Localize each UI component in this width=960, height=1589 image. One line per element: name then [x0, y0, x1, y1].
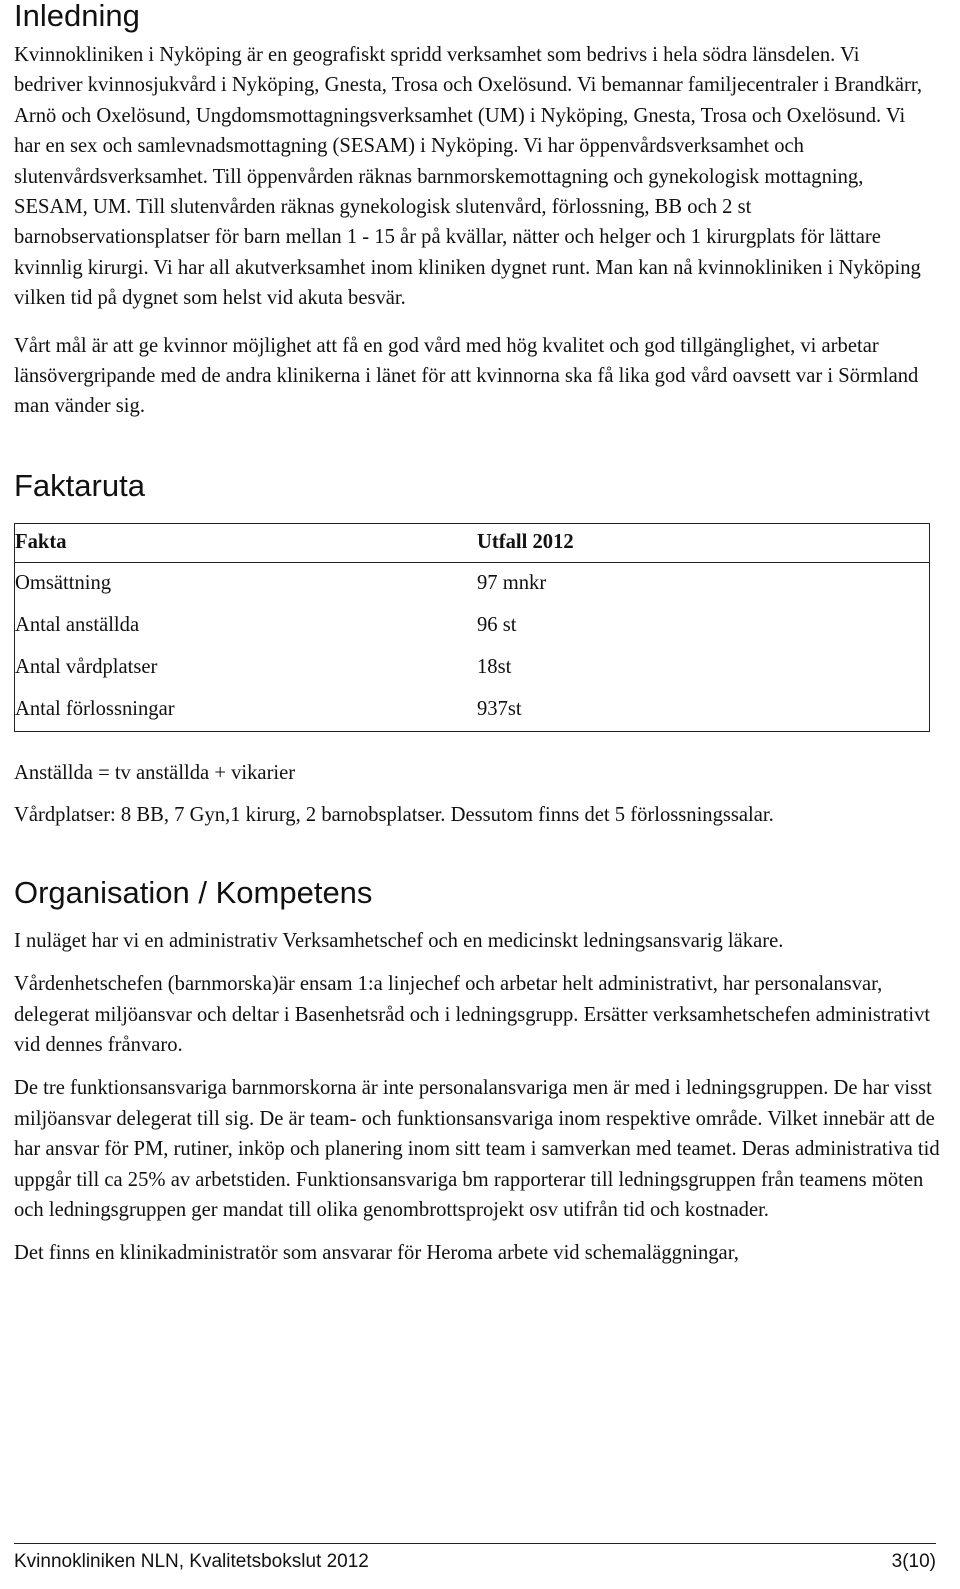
facts-value: 96 st	[477, 614, 517, 637]
org-paragraph-1: I nuläget har vi en administrativ Verksamhetschef och en medicinskt ledningsansvarig läkare.	[14, 929, 784, 952]
facts-label: Antal vårdplatser	[15, 656, 158, 679]
heading-inledning: Inledning	[14, 0, 140, 33]
facts-table	[14, 523, 930, 732]
facts-header-utfall: Utfall 2012	[477, 523, 930, 562]
facts-label: Omsättning	[15, 572, 112, 595]
intro-paragraph-1: Kvinnokliniken i Nyköping är en geografiskt spridd verksamhet som bedrivs i hela södra länsdelen. Vi bedriver kvinnosjukvård i Nyköping, Gnesta, Trosa och Oxelösund. Vi bemannar familjecentraler i Brandkärr, Arnö och Oxelösund, Ungdomsmottagningsverksamhet (UM) i Nyköping, Gnesta, Trosa och Oxelösund. Vi har en sex och samlevnadsmottagning (SESAM) i Nyköping. Vi har öppenvårdsverksamhet och slutenvårdsverksamhet. Till öppenvården räknas barnmorskemottagning och gynekologisk mottagning, SESAM, UM. Till slutenvården räknas gynekologisk slutenvård, förlossning, BB och 2 st barnobservationsplatser för barn mellan 1 - 15 år på kvällar, nätter och helger och 1 kirurgplats för lättare kvinnlig kirurgi. Vi har all akutverksamhet inom kliniken dygnet runt. Man kan nå kvinnokliniken i Nyköping vilken tid på dygnet som helst vid akuta besvär.	[14, 44, 923, 310]
table-row	[15, 605, 930, 647]
facts-value: 937st	[477, 698, 522, 721]
heading-organisation: Organisation / Kompetens	[14, 874, 373, 910]
page-number: 3(10)	[891, 1551, 936, 1572]
facts-note-beds: Vårdplatser: 8 BB, 7 Gyn,1 kirurg, 2 barnobsplatser. Dessutom finns det 5 förlossningssalar.	[14, 804, 774, 827]
table-row	[15, 689, 930, 732]
org-paragraph-2: Vårdenhetschefen (barnmorska)är ensam 1:a linjechef och arbetar helt administrativt, har personalansvar, delegerat miljöansvar och deltar i Basenhetsråd och i ledningsgrupp. Ersätter verksamhetschefen administrativt vid dennes frånvaro.	[14, 973, 931, 1056]
table-row	[15, 562, 930, 605]
org-paragraph-4: Det finns en klinikadministratör som ansvarar för Heroma arbete vid schemaläggningar,	[14, 1242, 739, 1265]
document-page	[14, 0, 944, 1269]
facts-value: 97 mnkr	[477, 572, 547, 595]
facts-header-fakta: Fakta	[15, 523, 478, 562]
footer-title: Kvinnokliniken NLN, Kvalitetsbokslut 2012	[14, 1551, 369, 1572]
page-footer	[14, 1543, 936, 1574]
facts-note-employees: Anställda = tv anställda + vikarier	[14, 761, 296, 784]
facts-label: Antal förlossningar	[15, 698, 175, 721]
org-paragraph-3: De tre funktionsansvariga barnmorskorna är inte personalansvariga men är med i ledningsgruppen. De har visst miljöansvar delegerat till sig. De är team- och funktionsansvariga inom respektive område. Vilket innebär att de har ansvar för PM, rutiner, inköp och planering inom sitt team i samverkan med teamet. Deras administrativa tid uppgår till ca 25% av arbetstiden. Funktionsansvariga bm rapporterar till ledningsgruppen från teamens möten och ledningsgruppen ger mandat till olika genombrottsprojekt osv utifrån tid och kostnader.	[14, 1077, 940, 1221]
facts-table-header	[15, 523, 930, 562]
facts-label: Antal anställda	[15, 614, 140, 637]
facts-value: 18st	[477, 656, 512, 679]
heading-faktaruta: Faktaruta	[14, 467, 145, 503]
table-row	[15, 647, 930, 689]
intro-paragraph-2: Vårt mål är att ge kvinnor möjlighet att få en god vård med hög kvalitet och god tillgänglighet, vi arbetar länsövergripande med de andra klinikerna i länet för att kvinnorna ska få lika god vård oavsett var i Sörmland man vänder sig.	[14, 334, 919, 418]
